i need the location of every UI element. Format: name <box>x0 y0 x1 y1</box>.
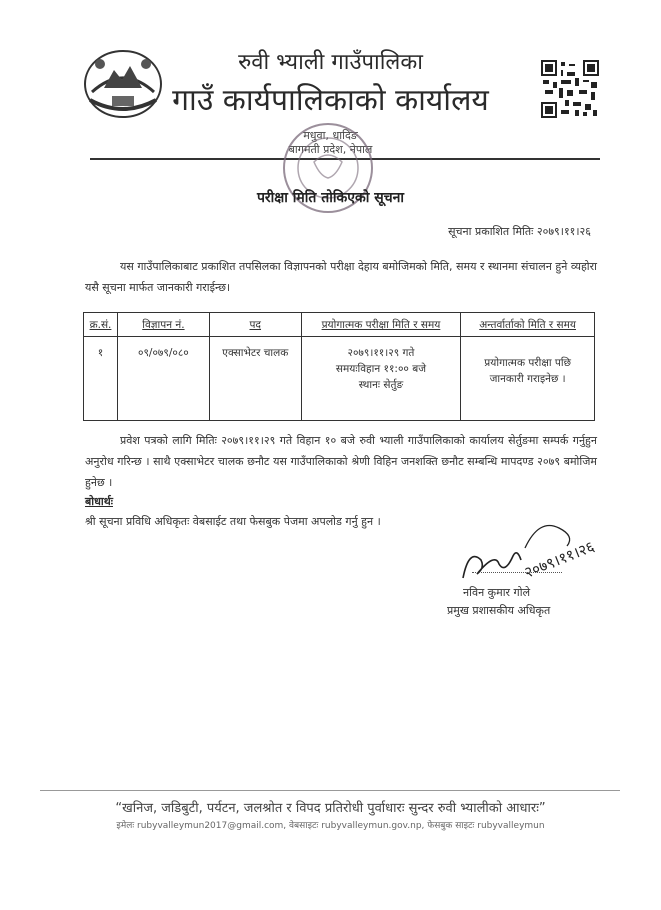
handwritten-signature <box>455 508 615 590</box>
cell-ad-no: ०९/०७९/०८० <box>117 337 209 421</box>
address-line-1: मधुवा, धादिङ <box>303 129 358 142</box>
col-header-interview-date: अन्तर्वार्ताको मिति र समय <box>461 313 595 337</box>
footer-motto: “खनिज, जडिबुटी, पर्यटन, जलश्रोत र विपद प्रतिरोधी पुर्वाधारः सुन्दर रुवी भ्यालीको आधारः” <box>115 801 546 816</box>
bodhartha-label: बोधार्थः <box>85 495 113 508</box>
interview-line-2: जानकारी गराइनेछ । <box>489 373 566 385</box>
signature-date: २०७९।११।२६ <box>521 537 597 582</box>
col-header-post: पद <box>209 313 301 337</box>
municipality-name: रुवी भ्याली गाउँपालिका <box>238 50 423 75</box>
signatory-name: नविन कुमार गोले <box>463 586 531 599</box>
table-header-row <box>84 313 595 337</box>
footer-contact: इमेलः rubyvalleymun2017@gmail.com, वेबसाइटः rubyvalleymun.gov.np, फेसबुक साइटः rubyvalleymun <box>116 821 545 831</box>
cell-interview <box>461 337 595 421</box>
exam-date-line: २०७९।११।२९ गते <box>347 347 415 359</box>
admit-card-paragraph: प्रवेश पत्रको लागि मितिः २०७९।११।२९ गते विहान १० बजे रुवी भ्याली गाउँपालिकाको कार्यालय सेर्तुङमा सम्पर्क गर्नुहुन अनुरोध गरिन्छ । साथै एक्साभेटर चालक छनौट यस गाउँपालिकाको श्रेणी विहिन जनशक्ति छनौट सम्बन्धि मापदण्ड २०७९ बमोजिम हुनेछ । <box>85 434 597 489</box>
col-header-exam-date: प्रयोगात्मक परीक्षा मिति र समय <box>301 313 461 337</box>
interview-line-1: प्रयोगात्मक परीक्षा पछि <box>484 357 571 369</box>
col-header-sn: क्र.सं. <box>84 313 118 337</box>
bodhartha-text: श्री सूचना प्रविधि अधिकृतः वेबसाईट तथा फेसबुक पेजमा अपलोड गर्नु हुन । <box>85 515 381 528</box>
exam-place-line: स्थानः सेर्तुङ <box>358 379 404 391</box>
exam-schedule-table <box>83 312 595 421</box>
published-date: सूचना प्रकाशित मितिः २०७९।११।२६ <box>448 225 591 238</box>
cell-exam-date <box>301 337 461 421</box>
footer-divider <box>40 790 620 791</box>
signature-line <box>472 572 562 573</box>
table-row <box>84 337 595 421</box>
cell-post: एक्साभेटर चालक <box>209 337 301 421</box>
office-name: गाउँ कार्यपालिकाको कार्यालय <box>172 83 489 118</box>
exam-time-line: समयःविहान ११:०० बजे <box>335 363 427 375</box>
signatory-title: प्रमुख प्रशासकीय अधिकृत <box>447 604 551 617</box>
intro-paragraph: यस गाउँपालिकाबाट प्रकाशित तपसिलका विज्ञापनको परीक्षा देहाय बमोजिमको मिति, समय र स्थानमा संचालन हुने व्यहोरा यसै सूचना मार्फत जानकारी गराईन्छ। <box>85 260 597 294</box>
address-line-2: बागमती प्रदेश, नेपाल <box>288 143 373 156</box>
notice-title: परीक्षा मिति तोकिएको सूचना <box>256 190 405 206</box>
col-header-ad-no: विज्ञापन नं. <box>117 313 209 337</box>
cell-sn: १ <box>84 337 118 421</box>
